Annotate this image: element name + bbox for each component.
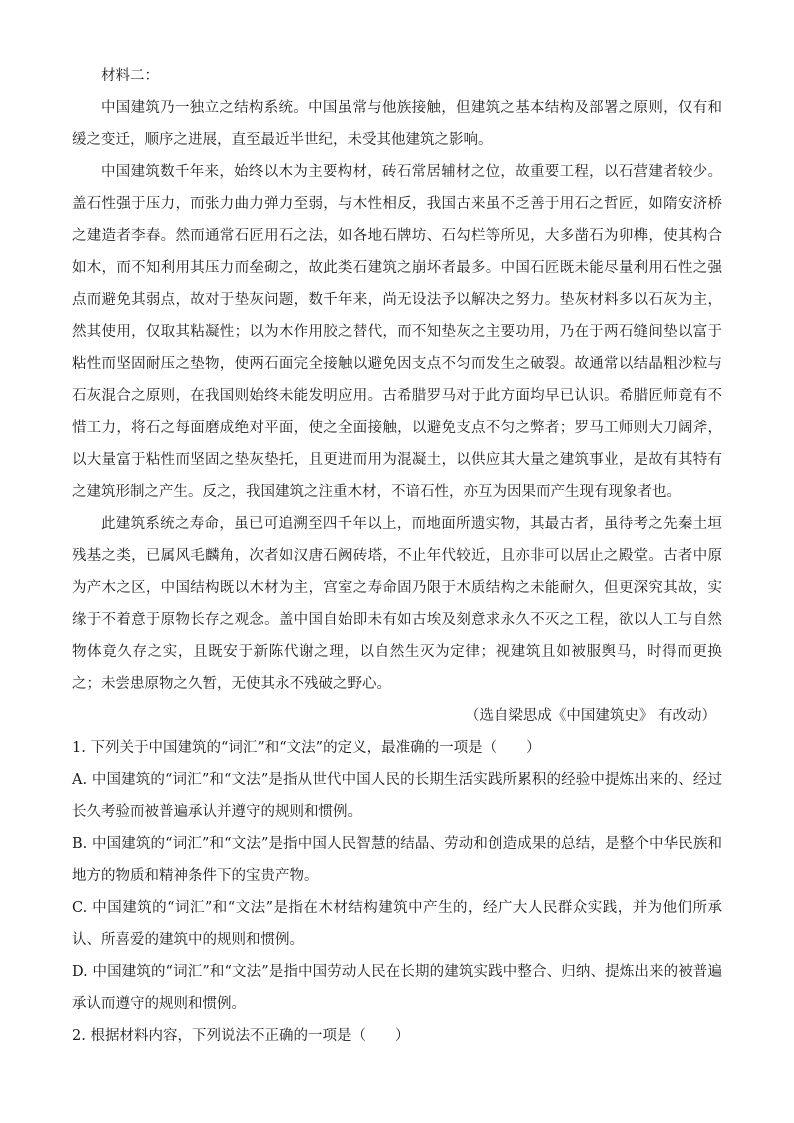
source-citation: （选自梁思成《中国建筑史》 有改动） bbox=[464, 708, 716, 724]
answer-option: C. 中国建筑的“词汇”和“文法”是指在木材结构建筑中产生的，经广大人民群众实践，并为他们所承认、所喜爱的建筑中的规则和惯例。 bbox=[72, 900, 722, 948]
material-paragraph: 此建筑系统之寿命，虽已可追溯至四千年以上，而地面所遗实物，其最古者，虽待考之先秦土垣残基之类，已属风毛麟角，次者如汉唐石阙砖塔，不止年代较近，且亦非可以居止之殿堂。古者中原为产木之区，中国结构既以木材为主，宫室之寿命固乃限于木质结构之未能耐久，但更深究其故，实缘于不着意于原物长存之观念。盖中国自始即未有如古埃及刻意求永久不灭之工程，欲以人工与自然物体竟久存之实，且既安于新陈代谢之理，以自然生灭为定律；视建筑且如被服舆马，时得而更换之；未尝患原物之久暂，无使其永不残破之野心。 bbox=[72, 516, 722, 692]
answer-option: B. 中国建筑的“词汇”和“文法”是指中国人民智慧的结晶、劳动和创造成果的总结，是整个中华民族和地方的物质和精神条件下的宝贵产物。 bbox=[72, 836, 722, 884]
document-body bbox=[72, 60, 722, 1052]
material-paragraph: 中国建筑乃一独立之结构系统。中国虽常与他族接触，但建筑之基本结构及部署之原则，仅有和缓之变迁，顺序之进展，直至最近半世纪，未受其他建筑之影响。 bbox=[72, 100, 722, 148]
material-heading: 材料二： bbox=[101, 68, 159, 84]
answer-option: A. 中国建筑的“词汇”和“文法”是指从世代中国人民的长期生活实践所累积的经验中提炼出来的、经过长久考验而被普遍承认并遵守的规则和惯例。 bbox=[72, 772, 722, 820]
answer-option: D. 中国建筑的“词汇”和“文法”是指中国劳动人民在长期的建筑实践中整合、归纳、提炼出来的被普遍承认而遵守的规则和惯例。 bbox=[72, 964, 722, 1012]
material-paragraph: 中国建筑数千年来，始终以木为主要构材，砖石常居辅材之位，故重要工程，以石营建者较少。盖石性强于压力，而张力曲力弹力至弱，与木性相反，我国古来虽不乏善于用石之哲匠，如隋安济桥之建造者李春。然而通常石匠用石之法，如各地石牌坊、石勾栏等所见，大多凿石为卯榫，使其构合如木，而不知利用其压力而垒砌之，故此类石建筑之崩坏者最多。中国石匠既未能尽量利用石性之强点而避免其弱点，故对于垫灰问题，数千年来，尚无设法予以解决之努力。垫灰材料多以石灰为主，然其使用，仅取其粘凝性；以为木作用胶之替代，而不知垫灰之主要功用，乃在于两石缝间垫以富于粘性而坚固耐压之垫物，使两石面完全接触以避免因支点不匀而发生之破裂。故通常以结晶粗沙粒与石灰混合之原则，在我国则始终未能发明应用。古希腊罗马对于此方面均早已认识。希腊匠师竟有不惜工力，将石之每面磨成绝对平面，使之全面接触，以避免支点不匀之弊者；罗马工师则大刀阔斧，以大量富于粘性而坚固之垫灰垫托，且更进而用为混凝土，以供应其大量之建筑事业，是故有其特有之建筑形制之产生。反之，我国建筑之注重木材，不谙石性，亦互为因果而产生现有现象者也。 bbox=[72, 164, 722, 500]
question-stem: 1. 下列关于中国建筑的“词汇”和“文法”的定义，最准确的一项是（ ） bbox=[72, 740, 541, 756]
question-stem: 2. 根据材料内容，下列说法不正确的一项是（ ） bbox=[72, 1028, 410, 1044]
